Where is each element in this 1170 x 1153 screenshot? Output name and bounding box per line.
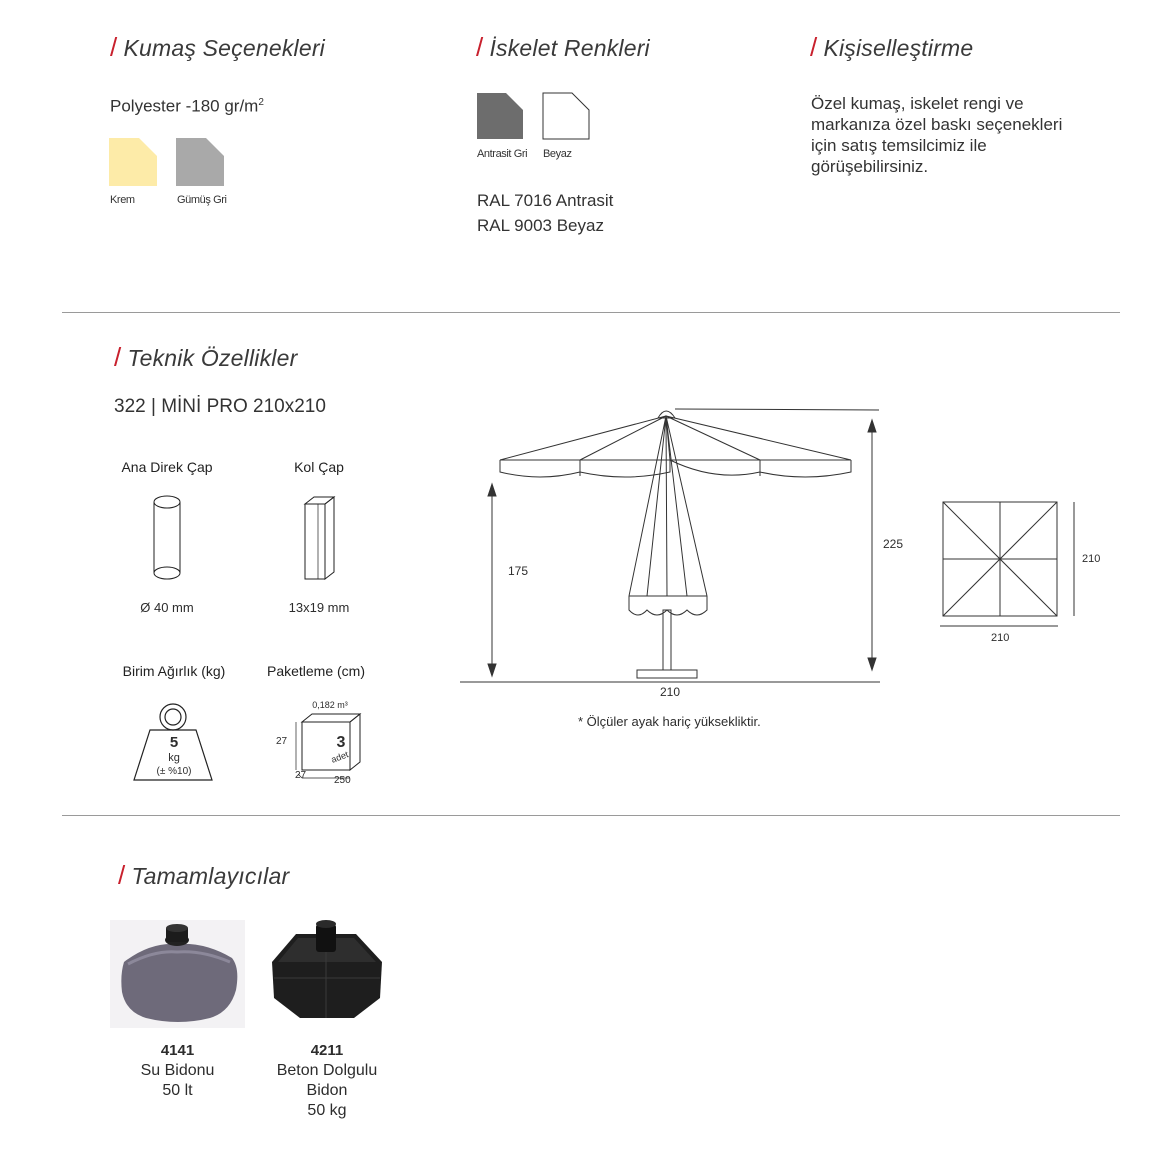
ral-beyaz: RAL 9003 Beyaz [477,216,604,235]
accessory-4211-name-line1: Beton Dolgulu [276,1062,378,1079]
dim-canopy-height: 175 [508,564,529,578]
accessories-title: Tamamlayıcılar [131,863,290,889]
swatch-antrasit-gri-label: Antrasit Gri [477,148,528,160]
frame-heading [476,32,650,63]
fabric-material-text: Polyester -180 gr/m [110,96,259,116]
divider-top [62,312,1120,313]
swatch-gumus-gri [176,138,226,188]
swatch-krem [109,138,159,188]
fabric-heading [110,32,325,63]
swatch-beyaz [542,92,592,142]
packaging-label: Paketleme (cm) [266,663,366,679]
custom-text-line: görüşebilirsiniz. [811,157,929,176]
swatch-beyaz-label: Beyaz [543,148,572,160]
accessory-4141-detail: 50 lt [162,1082,193,1099]
packaging-count-unit: adet [329,749,350,765]
heading-slash: / [110,32,118,62]
ral-list [477,188,613,238]
model-title: 322 | MİNİ PRO 210x210 [114,396,326,417]
dim-top-depth: 210 [1082,553,1101,565]
frame-title: İskelet Renkleri [489,35,650,61]
fabric-material-sup: 2 [258,97,264,108]
heading-slash: / [118,860,126,890]
accessory-4141-code: 4141 [160,1042,195,1059]
accessory-4141-name: Su Bidonu [140,1062,215,1079]
pole-cylinder-icon [150,494,186,582]
weight-unit: kg [168,752,180,764]
pole-label: Ana Direk Çap [121,459,213,475]
divider-bottom [62,815,1120,816]
arm-profile-icon [300,494,340,584]
swatch-gumus-gri-label: Gümüş Gri [177,194,227,206]
swatch-antrasit-gri [476,92,526,142]
weight-label: Birim Ağırlık (kg) [122,663,226,679]
accessory-4211-text [262,1061,392,1121]
fabric-title: Kumaş Seçenekleri [123,35,325,61]
custom-text-line: markanıza özel baskı seçenekleri [811,115,1063,134]
custom-text-line: için satış temsilcimiz ile [811,136,987,155]
accessories-heading [118,860,289,891]
heading-slash: / [476,32,484,62]
packaging-width: 250 [334,775,351,786]
pole-value: Ø 40 mm [140,600,194,615]
packaging-depth: 27 [295,770,307,781]
dim-side-width: 210 [660,685,681,699]
measurement-note: * Ölçüler ayak hariç yüksekliktir. [578,714,761,729]
swatch-krem-label: Krem [110,194,135,206]
custom-heading [810,32,973,63]
umbrella-side-diagram [455,400,895,700]
umbrella-top-diagram [938,496,1080,630]
fabric-material [110,92,264,117]
dim-total-height: 225 [883,537,904,551]
packaging-volume: 0,182 m³ [312,700,348,710]
custom-title: Kişiselleştirme [823,35,974,61]
heading-slash: / [114,342,122,372]
accessory-4211-detail: 50 kg [307,1102,347,1119]
water-base-image [110,920,245,1028]
dim-top-width: 210 [991,632,1010,644]
tech-heading [114,342,297,373]
accessory-4211-code: 4211 [310,1042,344,1059]
tech-title: Teknik Özellikler [127,345,298,371]
accessory-4211-name-line2: Bidon [306,1082,348,1099]
concrete-base-image [266,918,388,1026]
packaging-height: 27 [276,736,288,747]
weight-tolerance: (± %10) [156,766,192,777]
arm-label: Kol Çap [294,459,344,475]
accessory-4141-text [120,1061,235,1101]
weight-value: 5 [169,734,179,751]
custom-text [811,93,1062,177]
ral-antrasit: RAL 7016 Antrasit [477,191,614,210]
custom-text-line: Özel kumaş, iskelet rengi ve [811,94,1024,113]
packaging-count: 3 [336,734,346,751]
arm-value: 13x19 mm [288,600,350,615]
heading-slash: / [810,32,818,62]
